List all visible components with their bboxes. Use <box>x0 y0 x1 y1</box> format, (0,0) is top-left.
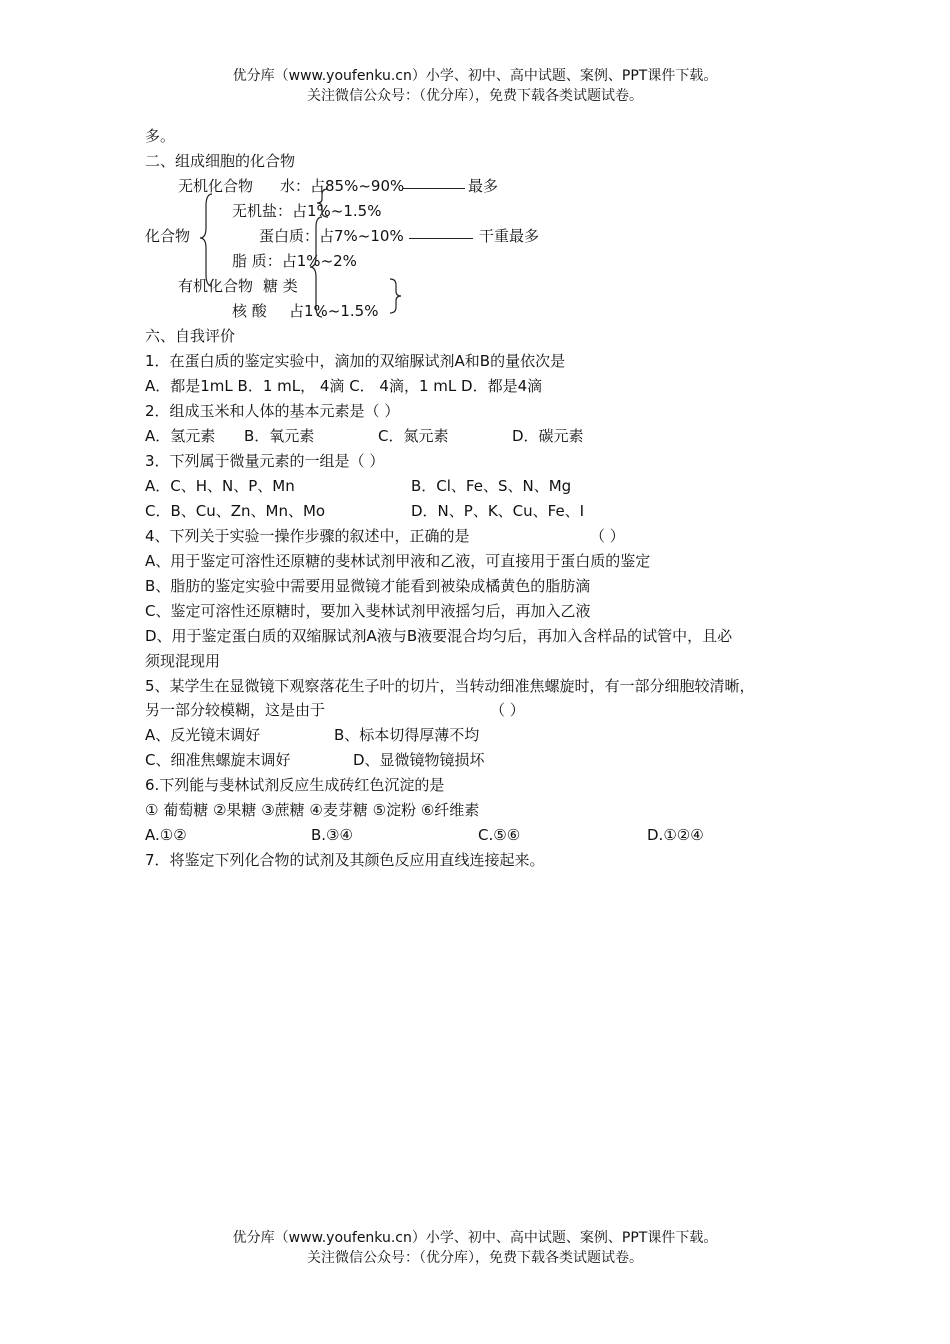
section2-title: 二、组成细胞的化合物 <box>145 152 296 170</box>
page-footer-line1: 优分库（www.youfenku.cn）小学、初中、高中试题、案例、PPT课件下载。 <box>232 1230 718 1246</box>
nucleic-text: 核 酸 <box>232 302 267 320</box>
q2-stem: 2．组成玉米和人体的基本元素是（ ） <box>145 402 400 420</box>
q3-option-c: C．B、Cu、Zn、Mn、Mo <box>145 502 326 520</box>
q1-options: A．都是1mL B．1 mL， 4滴 C． 4滴，1 mL D．都是4滴 <box>145 377 543 395</box>
q3-stem: 3．下列属于微量元素的一组是（ ） <box>145 452 385 470</box>
protein-connector-line <box>409 238 473 239</box>
main-brace-icon <box>198 194 218 286</box>
q7-stem: 7．将鉴定下列化合物的试剂及其颜色反应用直线连接起来。 <box>145 851 545 869</box>
q4-option-d-line2: 须现混现用 <box>145 652 221 670</box>
q6-option-b: B.③④ <box>311 826 353 844</box>
q4-answer-paren: （ ） <box>590 527 625 545</box>
q5-answer-paren: （ ） <box>490 701 525 719</box>
protein-note: 干重最多 <box>479 227 540 245</box>
right-brace-icon <box>388 279 402 313</box>
q6-stem: 6.下列能与斐林试剂反应生成砖红色沉淀的是 <box>145 776 445 794</box>
water-connector-line <box>403 188 465 189</box>
q4-option-d-line1: D、用于鉴定蛋白质的双缩脲试剂A液与B液要混合均匀后，再加入含样品的试管中，且必 <box>145 627 733 645</box>
q5-stem-line2: 另一部分较模糊，这是由于 <box>145 701 326 719</box>
nucleic-percent: 占1%~1.5% <box>289 302 379 320</box>
q4-option-b: B、脂肪的鉴定实验中需要用显微镜才能看到被染成橘黄色的脂肪滴 <box>145 577 591 595</box>
water-text: 水：占85%~90% <box>280 177 405 195</box>
salt-text: 无机盐：占1%~1.5% <box>232 202 382 220</box>
page-header-line2: 关注微信公众号：（优分库），免费下载各类试题试卷。 <box>307 88 643 104</box>
page-footer-line2: 关注微信公众号：（优分库），免费下载各类试题试卷。 <box>307 1250 643 1266</box>
compound-root-label: 化合物 <box>145 227 191 245</box>
q4-option-c: C、鉴定可溶性还原糖时，要加入斐林试剂甲液摇匀后，再加入乙液 <box>145 602 591 620</box>
protein-text: 蛋白质：占7%~10% <box>259 227 404 245</box>
sugar-text: 糖 类 <box>263 277 298 295</box>
q5-option-b: B、标本切得厚薄不均 <box>334 726 480 744</box>
q3-option-a: A．C、H、N、P、Mn <box>145 477 295 495</box>
q5-option-d: D、显微镜物镜损坏 <box>353 751 485 769</box>
q3-option-d: D．N、P、K、Cu、Fe、I <box>411 502 585 520</box>
q2-option-d: D．碳元素 <box>512 427 584 445</box>
q4-stem: 4、下列关于实验一操作步骤的叙述中，正确的是 <box>145 527 470 545</box>
q1-stem: 1．在蛋白质的鉴定实验中，滴加的双缩脲试剂A和B的量依次是 <box>145 352 566 370</box>
q2-option-a: A．氢元素 <box>145 427 216 445</box>
page-header-line1: 优分库（www.youfenku.cn）小学、初中、高中试题、案例、PPT课件下载。 <box>232 68 718 84</box>
q6-option-c: C.⑤⑥ <box>478 826 521 844</box>
q5-option-c: C、细准焦螺旋末调好 <box>145 751 291 769</box>
q6-option-d: D.①②④ <box>647 826 704 844</box>
q5-stem-line1: 5、某学生在显微镜下观察落花生子叶的切片，当转动细准焦螺旋时，有一部分细胞较清晰， <box>145 677 755 695</box>
q6-items: ① 葡萄糖 ②果糖 ③蔗糖 ④麦芽糖 ⑤淀粉 ⑥纤维素 <box>145 801 480 819</box>
q2-option-c: C．氮元素 <box>378 427 449 445</box>
organic-brace-icon <box>308 217 324 317</box>
q3-option-b: B．Cl、Fe、S、N、Mg <box>411 477 572 495</box>
q4-option-a: A、用于鉴定可溶性还原糖的斐林试剂甲液和乙液，可直接用于蛋白质的鉴定 <box>145 552 651 570</box>
section6-title: 六、自我评价 <box>145 327 236 345</box>
inorganic-label: 无机化合物 <box>178 177 254 195</box>
inorganic-brace-icon <box>316 189 330 217</box>
water-note: 最多 <box>468 177 499 195</box>
lipid-text: 脂 质：占1%~2% <box>232 252 357 270</box>
q5-option-a: A、反光镜末调好 <box>145 726 261 744</box>
organic-label: 有机化合物 <box>178 277 254 295</box>
intro-text: 多。 <box>145 127 176 145</box>
q6-option-a: A.①② <box>145 826 187 844</box>
q2-option-b: B．氧元素 <box>244 427 315 445</box>
